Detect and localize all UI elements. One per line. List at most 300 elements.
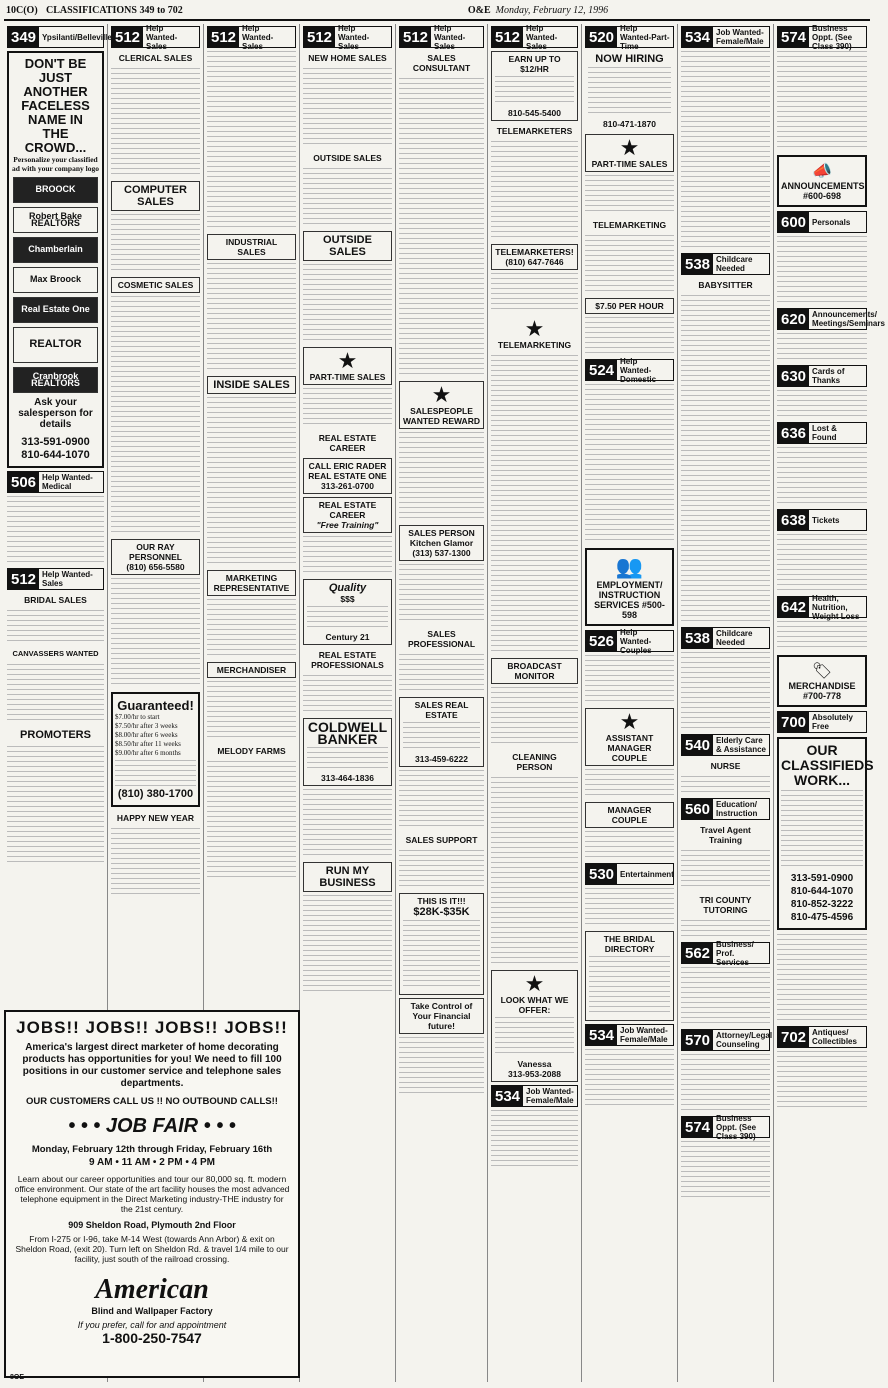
ad-text-block (491, 687, 578, 747)
section-header-512 (491, 23, 578, 51)
ad-title: PART-TIME SALES (591, 159, 668, 169)
ad-text-block (207, 761, 296, 881)
classified-ad (111, 539, 200, 575)
logo-cranbrook: Cranbrook REALTORS (13, 367, 98, 393)
ad-text-block (681, 1054, 770, 1114)
ad-text-block (585, 235, 674, 295)
ad-text-block (207, 599, 296, 659)
ad-text-block (585, 1049, 674, 1109)
banner-text: ANNOUNCEMENTS (781, 181, 865, 191)
jobs-title: JOBS!! JOBS!! JOBS!! JOBS!! (16, 1018, 288, 1037)
ad-text-block (7, 664, 104, 724)
phone-number: 810-644-1070 (21, 449, 90, 461)
ad-title: LOOK WHAT WE OFFER: (500, 995, 569, 1015)
classified-ad (303, 151, 392, 165)
tag-icon: 🏷 (811, 663, 833, 680)
star-icon: ★ (337, 348, 358, 373)
jobs-subtitle: America's largest direct marketer of home decorating products has opportunities for you! We need to fill 100 positions in our customer service and telephone sales departments. (22, 1042, 282, 1089)
section-header-526 (585, 627, 674, 655)
ad-title: MELODY FARMS (217, 746, 286, 756)
ad-text-block (399, 564, 484, 624)
phone-number: 810-471-1870 (603, 119, 656, 129)
classified-ad (303, 862, 392, 892)
logo-max-broock: Max Broock (13, 267, 98, 293)
company-logo: American (95, 1274, 209, 1305)
section-number: 512 (304, 27, 335, 47)
section-label: Entertainment (620, 869, 674, 879)
column-7 (582, 24, 678, 1382)
ad-title: PROMOTERS (20, 729, 91, 741)
section-header-512 (7, 568, 104, 590)
ad-title: THE BRIDAL DIRECTORY (603, 934, 656, 954)
ad-title: BRIDAL SALES (24, 595, 87, 605)
section-number: 630 (778, 366, 809, 386)
classified-ad (399, 893, 484, 995)
ad-title: OUTSIDE SALES (323, 234, 372, 258)
jobs-address: 909 Sheldon Road, Plymouth 2nd Floor (68, 1220, 236, 1230)
ad-text-block (585, 769, 674, 799)
promo-line: JUST (38, 70, 73, 85)
banner-number: #700-778 (802, 691, 842, 701)
classified-ad (585, 708, 674, 766)
ad-title: NURSE (710, 761, 741, 771)
star-icon: ★ (524, 316, 545, 341)
section-number: 524 (586, 360, 617, 380)
ad-title: COSMETIC SALES (117, 280, 194, 290)
classified-ad (111, 811, 200, 825)
section-label: Antiques/ Collectibles (812, 1028, 857, 1046)
wage-line: $8.50/hr after 11 weeks (115, 740, 181, 748)
classified-ad (681, 759, 770, 773)
phone-number: (810) 656-5580 (126, 562, 185, 572)
ad-text-block (495, 76, 574, 106)
wage-line: $9.00/hr after 6 months (115, 749, 181, 757)
ad-text-block (111, 578, 200, 688)
banner-text: EMPLOYMENT/ INSTRUCTION SERVICES #500-598 (594, 580, 665, 620)
section-number: 512 (400, 27, 431, 47)
jobs-display-ad (4, 1010, 300, 1378)
section-header-538 (681, 253, 770, 275)
promo-line: DON'T BE (24, 56, 87, 71)
section-number: 349 (8, 27, 39, 47)
section-label: Help Wanted-Medical (42, 473, 93, 491)
section-header-574 (777, 23, 867, 51)
ad-title: TELEMARKETING (592, 220, 667, 230)
ad-text-block (777, 621, 867, 651)
section-number: 620 (778, 309, 809, 329)
section-header-538b (681, 627, 770, 649)
classified-ad (681, 893, 770, 917)
ad-text-block (399, 770, 484, 830)
section-number: 506 (8, 472, 39, 492)
ad-text-block (681, 850, 770, 890)
section-label: Help Wanted-Couples (620, 627, 652, 655)
logo-chamberlain: Chamberlain (13, 237, 98, 263)
ad-title: CLERICAL SALES (118, 53, 193, 63)
section-number: 562 (682, 943, 713, 963)
section-label: Health, Nutrition, Weight Loss (812, 593, 860, 621)
ad-text-block (207, 681, 296, 741)
ad-text-block (303, 264, 392, 344)
column-4 (300, 24, 396, 1382)
ad-text-block (303, 675, 392, 715)
star-icon: ★ (619, 709, 640, 734)
column-8 (678, 24, 774, 1382)
jobs-directions: From I-275 or I-96, take M-14 West (towards Ann Arbor) & exit on Sheldon Road, (exit 20). Turn left on Sheldon Rd. & travel 1/4 mile to our facility, just south of the railroad crossing. (15, 1234, 289, 1264)
section-label: Tickets (812, 515, 840, 525)
section-label: Job Wanted-Female/Male (526, 1087, 574, 1105)
section-label: Business Oppt. (See Class 390) (812, 23, 853, 51)
section-header-702 (777, 1026, 867, 1048)
section-header-534 (585, 1024, 674, 1046)
phone-number: 313-261-0700 (321, 481, 374, 491)
section-header-562 (681, 939, 770, 967)
paper-name: O&E (467, 4, 491, 16)
section-number: 526 (586, 631, 617, 651)
section-number: 538 (682, 628, 713, 648)
section-number: 700 (778, 712, 809, 732)
column-5 (396, 24, 488, 1382)
ad-title: INSIDE SALES (213, 379, 290, 391)
section-header-600 (777, 211, 867, 233)
section-label: Help Wanted-Part-Time (620, 23, 670, 51)
ad-text-block (777, 236, 867, 306)
section-header-540 (681, 734, 770, 756)
classified-ad (207, 744, 296, 758)
section-label: Education/ Instruction (716, 800, 758, 818)
ad-title: MERCHANDISER (216, 665, 287, 675)
ad-text-block (7, 496, 104, 566)
phone-number: 313-591-0900 (21, 436, 90, 448)
section-label: Job Wanted-Female/Male (620, 1026, 668, 1044)
wage-line: $7.00/hr to start (115, 713, 160, 721)
classified-ad (399, 525, 484, 561)
ad-title: THIS IS IT!!! (417, 896, 466, 906)
ad-text-block (303, 168, 392, 228)
star-icon: ★ (619, 135, 640, 160)
phone-number: 810-852-3222 (790, 899, 854, 910)
ad-title: COMPUTER SALES (124, 184, 187, 208)
wage-line: $7.50/hr after 3 weeks (115, 722, 178, 730)
section-number: 512 (208, 27, 239, 47)
section-header-512 (399, 23, 484, 51)
company-subtitle: Blind and Wallpaper Factory (91, 1306, 213, 1316)
classified-ad (491, 124, 578, 138)
ad-text-block (681, 51, 770, 251)
job-fair-times: 9 AM • 11 AM • 2 PM • 4 PM (89, 1157, 215, 1168)
ad-title: REAL ESTATE CAREER (318, 433, 377, 453)
ad-text-block (491, 1110, 578, 1170)
ad-title: TRI COUNTY TUTORING (699, 895, 752, 915)
wage-list (115, 713, 196, 758)
ad-title: CANVASSERS WANTED (12, 649, 99, 658)
ad-text-block (777, 51, 867, 151)
classified-ad (111, 51, 200, 65)
section-label: Help Wanted-Sales (526, 23, 558, 51)
classified-ad (207, 234, 296, 260)
ad-title: SALES SUPPORT (405, 835, 478, 845)
ad-title: HAPPY NEW YEAR (116, 813, 195, 823)
century-logo: Century 21 (325, 632, 370, 642)
masthead-rule (4, 19, 870, 21)
ad-title: $7.50 PER HOUR (595, 301, 664, 311)
ad-text-block (403, 920, 480, 990)
ad-title: SALES PROFESSIONAL (407, 629, 476, 649)
section-header-534 (491, 1085, 578, 1107)
section-number: 560 (682, 799, 713, 819)
ad-title: EARN UP TO $12/HR (508, 54, 561, 74)
issue-date: Monday, February 12, 1996 (495, 4, 609, 16)
section-label: Business Oppt. (See Class 390) (716, 1113, 757, 1141)
section-number: 642 (778, 597, 809, 617)
masthead-center (206, 5, 870, 16)
section-number: 520 (586, 27, 617, 47)
ad-text-block (207, 263, 296, 373)
section-label: Announcements/ Meetings/Seminars (812, 310, 885, 328)
ad-text-block (681, 776, 770, 796)
ad-text-block (399, 1037, 484, 1097)
classified-ad (303, 458, 392, 494)
logo-promo-ad (7, 51, 104, 468)
classified-ad (585, 218, 674, 232)
jobs-callout: OUR CUSTOMERS CALL US !! NO OUTBOUND CALLS!! (26, 1096, 278, 1107)
ad-text-block (207, 51, 296, 231)
ad-text-block (303, 789, 392, 859)
section-label: Childcare Needed (716, 255, 753, 273)
contact-name: Vanessa (517, 1059, 552, 1069)
section-header-512 (111, 23, 200, 51)
classified-ad (303, 347, 392, 385)
ad-title: OUR CLASSIFIEDS WORK... (781, 742, 874, 788)
section-header-524 (585, 356, 674, 384)
ad-title: Travel Agent Training (700, 825, 751, 845)
ad-title: SALESPEOPLE WANTED REWARD (403, 406, 480, 426)
section-label: Help Wanted-Sales (146, 23, 178, 51)
classified-ad (491, 51, 578, 121)
phone-number: (313) 537-1300 (412, 548, 471, 558)
section-number: 540 (682, 735, 713, 755)
phone-number: 313-953-2088 (508, 1069, 561, 1079)
job-fair-heading: • • • JOB FAIR • • • (68, 1115, 236, 1137)
ad-text-block (777, 534, 867, 594)
classified-ad (111, 181, 200, 211)
ad-title: BABYSITTER (698, 280, 753, 290)
ad-text-block (589, 956, 670, 1016)
classified-ad (7, 727, 104, 743)
ad-title: MANAGER COUPLE (607, 805, 652, 825)
announcements-banner (777, 155, 867, 207)
section-header-349 (7, 26, 112, 48)
section-number: 638 (778, 510, 809, 530)
section-header-512 (207, 23, 296, 51)
column-6 (488, 24, 582, 1382)
section-number: 574 (682, 1117, 713, 1137)
ad-text-block (115, 760, 196, 786)
classified-ad (491, 970, 578, 1082)
phone-number: (810) 647-7646 (505, 257, 564, 267)
ad-text-block (307, 606, 388, 630)
column-9 (774, 23, 885, 1382)
megaphone-icon: 📣 (812, 163, 832, 180)
logo-broock: BROOCK (13, 177, 98, 203)
section-header-534 (681, 26, 770, 48)
classified-ad (491, 658, 578, 684)
classified-ad (303, 718, 392, 786)
ad-text-block (681, 295, 770, 625)
phone-number: 810-545-5400 (508, 108, 561, 118)
section-header-530 (585, 863, 674, 885)
classification-range: CLASSIFICATIONS 349 to 702 (46, 4, 183, 16)
ad-text-block (777, 333, 867, 363)
phone-number: 810-644-1070 (790, 886, 854, 897)
ad-text-block (585, 831, 674, 861)
section-label: Help Wanted-Sales (42, 570, 93, 588)
page-footer: 8OE (10, 1374, 25, 1381)
classified-ad (303, 231, 392, 261)
section-number: 512 (492, 27, 523, 47)
star-icon: ★ (524, 971, 545, 996)
classified-ad (7, 647, 104, 661)
section-label: Absolutely Free (812, 713, 853, 731)
classified-ad (491, 750, 578, 774)
phone-number: 313-464-1836 (321, 773, 374, 783)
section-header-636 (777, 422, 867, 444)
section-number: 534 (682, 27, 713, 47)
ad-text-block (491, 355, 578, 655)
classified-ad (399, 998, 484, 1034)
section-label: Attorney/Legal Counseling (716, 1031, 773, 1049)
promo-ask: Ask your salesperson for details (18, 397, 93, 430)
classified-ad (399, 381, 484, 429)
star-icon: ★ (431, 382, 452, 407)
merchandise-banner (777, 655, 867, 707)
salary: $28K-$35K (413, 906, 470, 918)
ad-title: $$$ (340, 594, 355, 604)
phone-number: 313-591-0900 (790, 873, 854, 884)
ad-title: TELEMARKETING (497, 340, 572, 350)
ad-title: NOW HIRING (595, 53, 664, 65)
ad-text-block (491, 777, 578, 967)
phone-number: 1-800-250-7547 (102, 1330, 202, 1346)
ad-title: REAL ESTATE PROFESSIONALS (311, 650, 384, 670)
ad-text-block (777, 1051, 867, 1111)
classified-ad (681, 278, 770, 292)
section-number: 702 (778, 1027, 809, 1047)
ad-text-block (111, 296, 200, 536)
ad-title: OUTSIDE SALES (313, 153, 382, 163)
section-label: Childcare Needed (716, 629, 753, 647)
classified-ad (111, 277, 200, 293)
section-number: 538 (682, 254, 713, 274)
section-number: 600 (778, 212, 809, 232)
jobs-body: Learn about our career opportunities and tour our 80,000 sq. ft. modern office environment. Our state of the art facility houses the most advanced telephone equipment in the Direct Marketing industry-THE industry for the 21st century. (14, 1174, 290, 1214)
ad-text-block (585, 175, 674, 215)
section-header-512 (303, 23, 392, 51)
ad-text-block (777, 447, 867, 507)
ad-text-block (303, 536, 392, 576)
section-header-620 (777, 308, 885, 330)
section-header-570 (681, 1029, 773, 1051)
section-label: Business/ Prof. Services (716, 939, 754, 967)
ad-text-block (585, 655, 674, 705)
ad-title: Kitchen Glamor (409, 538, 474, 548)
job-fair-text: JOB FAIR (105, 1115, 199, 1137)
ad-text-block (585, 384, 674, 544)
banner-number: #600-698 (802, 191, 842, 201)
classified-ad (207, 662, 296, 678)
ad-title: Quality (328, 582, 367, 594)
classified-ad (303, 51, 392, 65)
promo-line: FACELESS (21, 98, 90, 113)
ad-title: NEW HOME SALES (308, 53, 387, 63)
ad-title: TELEMARKETERS! (495, 247, 574, 257)
ad-text-block (681, 1141, 770, 1201)
our-classifieds-ad (777, 737, 874, 930)
section-label: Personals (812, 217, 851, 227)
ad-text-block (491, 273, 578, 313)
classified-ad (303, 579, 392, 645)
phone-number: (810) 380-1700 (117, 788, 194, 800)
section-header-560 (681, 798, 770, 820)
page-number: 10C(O) (6, 4, 38, 16)
classified-ad (303, 497, 392, 533)
ad-text-block (495, 1017, 574, 1057)
classified-ad (585, 51, 674, 131)
section-number: 534 (492, 1086, 523, 1106)
masthead (6, 2, 870, 18)
classified-ad (399, 627, 484, 651)
classified-ad (207, 376, 296, 394)
classified-ad (681, 823, 770, 847)
ad-text-block (7, 746, 104, 866)
ad-title: INDUSTRIAL SALES (225, 237, 278, 257)
job-fair-dates: Monday, February 12th through Friday, February 16th (31, 1144, 273, 1155)
ad-text-block (111, 68, 200, 178)
section-number: 512 (112, 27, 143, 47)
classified-ad (207, 570, 296, 596)
guaranteed-ad (111, 692, 200, 807)
classified-ad (585, 931, 674, 1021)
phone-number: 313-459-6222 (415, 754, 468, 764)
section-label: Help Wanted-Sales (338, 23, 370, 51)
phone-number: 810-475-4596 (790, 912, 854, 923)
ad-text-block (681, 967, 770, 1027)
section-number: 534 (586, 1025, 617, 1045)
section-label: Job Wanted-Female/Male (716, 28, 764, 46)
ad-title: CALL ERIC RADER REAL ESTATE ONE (308, 461, 387, 481)
section-header-574 (681, 1113, 770, 1141)
classified-ad (585, 134, 674, 172)
classified-ad (303, 648, 392, 672)
section-header-630 (777, 365, 867, 387)
ad-text-block (781, 790, 863, 870)
employment-banner (585, 548, 674, 626)
classified-ad (585, 802, 674, 828)
ad-text-block (307, 747, 388, 771)
promo-line: THE (42, 126, 69, 141)
ad-text-block (777, 934, 867, 1024)
ad-title: CLEANING PERSON (512, 752, 557, 772)
ad-title: RUN MY BUSINESS (319, 865, 376, 889)
promo-sub: Personalize your classified ad with your company logo (12, 155, 99, 173)
ad-text-block (681, 920, 770, 940)
promo-line: CROWD... (24, 140, 87, 155)
ad-text-block (588, 67, 671, 117)
ad-text-block (585, 888, 674, 928)
section-header-700 (777, 711, 867, 733)
section-header-506 (7, 471, 104, 493)
section-label: Help Wanted-Sales (434, 23, 466, 51)
